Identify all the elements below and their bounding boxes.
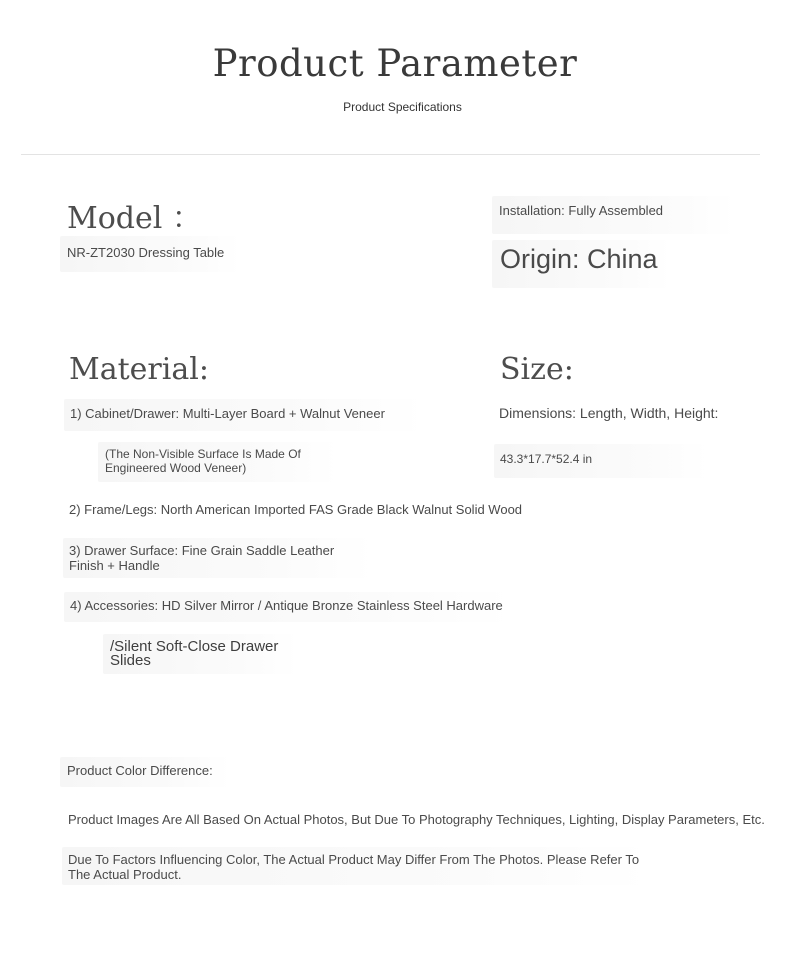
installation-text: Installation: Fully Assembled: [499, 203, 664, 218]
size-value: 43.3*17.7*52.4 in: [500, 452, 593, 466]
size-label: Dimensions: Length, Width, Height:: [499, 405, 719, 421]
page-title: Product Parameter: [212, 42, 578, 85]
material-item-4: 4) Accessories: HD Silver Mirror / Antique Bronze Stainless Steel Hardware: [70, 598, 503, 613]
material-item-1: 1) Cabinet/Drawer: Multi-Layer Board + Walnut Veneer: [70, 406, 385, 421]
material-heading: Material:: [69, 352, 209, 387]
material-item-1-note-line2: Engineered Wood Veneer): [105, 461, 247, 475]
header-divider: [21, 154, 760, 155]
material-item-2: 2) Frame/Legs: North American Imported FAS Grade Black Walnut Solid Wood: [69, 502, 523, 517]
origin-text: Origin: China: [500, 244, 658, 274]
color-note-line-2a: Due To Factors Influencing Color, The Actual Product May Differ From The Photos. Please Refer To: [68, 852, 640, 867]
color-note-heading: Product Color Difference:: [67, 763, 213, 778]
material-item-3-line1: 3) Drawer Surface: Fine Grain Saddle Leather: [69, 543, 335, 558]
page-subtitle: Product Specifications: [343, 100, 462, 114]
color-note-line-2b: The Actual Product.: [68, 867, 182, 882]
model-value: NR-ZT2030 Dressing Table: [67, 245, 225, 260]
material-item-1-note-line1: (The Non-Visible Surface Is Made Of: [105, 447, 301, 461]
model-heading: Model ：: [67, 201, 202, 236]
size-heading: Size:: [500, 352, 574, 387]
material-item-4-extra-line2: Slides: [110, 652, 151, 669]
material-item-4-extra-line1: /Silent Soft-Close Drawer: [110, 638, 279, 655]
material-item-3-line2: Finish + Handle: [69, 558, 160, 573]
color-note-line-1: Product Images Are All Based On Actual Photos, But Due To Photography Techniques, Lighting, Display Parameters, Etc.: [68, 812, 765, 827]
